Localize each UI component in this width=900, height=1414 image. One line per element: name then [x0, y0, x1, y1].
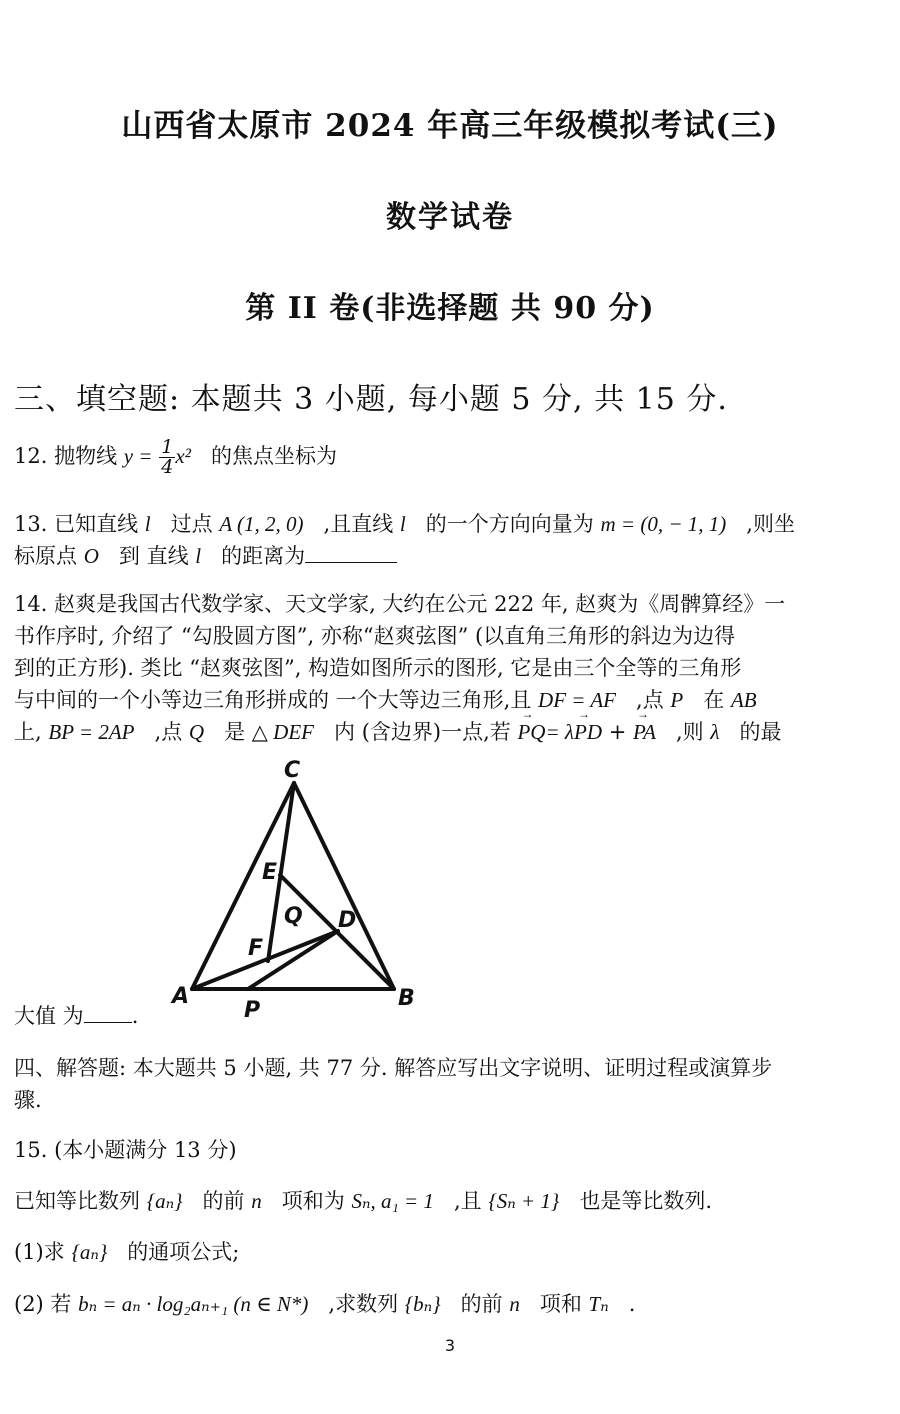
q14-line-3: 到的正方形). 类比 “赵爽弦图”, 构造如图所示的图形, 它是由三个全等的三角形 [14, 656, 742, 680]
q13-text-h: 的距离为 [221, 544, 306, 568]
q13-l-1: l [144, 512, 151, 536]
figure-label-q: Q [284, 904, 303, 929]
q14-text-4b: ,点 [636, 688, 664, 712]
q13-text-f: 标原点 [14, 544, 77, 568]
q14-figure [160, 755, 430, 1025]
q15-text-c: 项和为 [281, 1189, 345, 1213]
q12-post: 的焦点坐标为 [210, 444, 337, 468]
q14-vector-pd: → PD [574, 720, 602, 745]
q12-lhs: y = [123, 444, 153, 468]
figure-label-p: P [244, 998, 261, 1023]
q13-l-3: l [195, 544, 202, 568]
q15-text-a: 已知等比数列 [14, 1189, 140, 1213]
q15-p1-an: {aₙ} [71, 1240, 108, 1264]
q14-line-6 [14, 1000, 138, 1030]
q15-p1-text-a: (1)求 [14, 1240, 65, 1264]
figure-line-cb [294, 783, 394, 989]
q13-text-b: 过点 [170, 512, 213, 536]
figure-label-b: B [398, 986, 415, 1011]
q14-point-p: P [670, 688, 684, 712]
q15-heading: 15. (本小题满分 13 分) [14, 1138, 237, 1162]
section-4-line-2: 骤. [14, 1088, 42, 1112]
q14-eq-lambda: = λ [545, 720, 575, 744]
q15-p2-text-a: (2) 若 [14, 1292, 72, 1316]
q12-frac-den: 4 [161, 456, 174, 478]
q15-sn-plus-1: {Sₙ + 1} [488, 1189, 560, 1213]
q13-answer-blank[interactable] [305, 544, 397, 563]
q15-seq-an: {aₙ} [146, 1189, 183, 1213]
q15-p2-text-b: ,求数列 [328, 1292, 399, 1316]
q13-text-a: 13. 已知直线 [14, 512, 139, 536]
section-4-line-1: 四、解答题: 本大题共 5 小题, 共 77 分. 解答应写出文字说明、证明过程或演算步 [14, 1056, 773, 1080]
q14-text-4c: 在 [703, 688, 725, 712]
q12-fraction [159, 438, 175, 477]
q14-answer-blank[interactable] [84, 1004, 132, 1023]
q14-segment-ab: AB [730, 688, 757, 712]
q14-text-5a: 上, [14, 720, 42, 744]
q15-p2-n: n [509, 1292, 520, 1316]
figure-label-c: C [284, 758, 301, 783]
q13-point-a: A (1, 2, 0) [219, 512, 304, 536]
q15-p2-bn-formula: bₙ = aₙ · log₂aₙ₊₁ (n ∈ N*) [78, 1292, 309, 1316]
q14-text-5d: 内 (含边界)一点,若 [334, 720, 511, 744]
q14-text-5b: ,点 [154, 720, 183, 744]
figure-label-d: D [338, 908, 357, 933]
q15-part-1 [14, 1236, 239, 1266]
q14-cond-df-af: DF = AF [538, 688, 616, 712]
exam-title: 山西省太原市 2024 年高三年级模拟考试(三) [121, 108, 779, 144]
figure-label-a: A [172, 984, 190, 1009]
q13-vector-m: m = (0, − 1, 1) [600, 512, 727, 536]
q13-origin: O [83, 544, 99, 568]
q15-n: n [251, 1189, 262, 1213]
q14-line-1: 14. 赵爽是我国古代数学家、天文学家, 大约在公元 222 年, 赵爽为《周髀算经》一 [14, 592, 786, 616]
q12-frac-num: 1 [161, 436, 174, 458]
q12-number: 12. [14, 444, 48, 468]
q14-lambda: λ [710, 720, 720, 744]
q14-text-5f: 的最 [739, 720, 782, 744]
section-3-heading: 三、填空题: 本题共 3 小题, 每小题 5 分, 共 15 分. [14, 382, 728, 417]
q14-text-4a: 与中间的一个小等边三角形拼成的 一个大等边三角形,且 [14, 688, 532, 712]
question-12 [14, 438, 337, 477]
q14-plus: + [608, 720, 627, 744]
q13-text-d: 的一个方向向量为 [425, 512, 594, 536]
q14-line-5 [14, 716, 782, 746]
q14-text-6-end: . [131, 1004, 139, 1028]
q15-stem [14, 1185, 712, 1215]
q13-text-e: ,则坐 [746, 512, 795, 536]
question-13-line-2 [14, 540, 397, 570]
q15-p2-bseq: {bₙ} [404, 1292, 441, 1316]
q15-text-e: 也是等比数列. [579, 1189, 713, 1213]
q14-text-5c: 是 [224, 720, 246, 744]
q14-line-2: 书作序时, 介绍了 “勾股圆方图”, 亦称“赵爽弦图” (以直角三角形的斜边为边得 [14, 624, 736, 648]
q14-cond-bp-2ap: BP = 2AP [48, 720, 135, 744]
figure-label-e: E [262, 860, 278, 885]
exam-subtitle: 数学试卷 [386, 200, 514, 235]
q14-vector-pa: → PA [633, 720, 656, 745]
q14-point-q: Q [188, 720, 205, 744]
question-13-line-1 [14, 508, 795, 538]
q15-part-2 [14, 1288, 635, 1318]
q14-vector-pq: → PQ [517, 720, 545, 745]
q15-p2-text-d: 项和 [539, 1292, 582, 1316]
q15-text-d: ,且 [453, 1189, 482, 1213]
q14-text-5e: ,则 [675, 720, 704, 744]
q14-text-6: 大值 为 [14, 1004, 84, 1028]
q15-p2-text-c: 的前 [460, 1292, 503, 1316]
q15-p2-text-e: . [628, 1292, 636, 1316]
figure-label-f: F [248, 936, 264, 961]
q15-p1-text-b: 的通项公式; [127, 1240, 240, 1264]
q15-sn-a1: Sₙ, a₁ = 1 [351, 1189, 434, 1213]
q13-l-2: l [399, 512, 406, 536]
q14-triangle-def: △ DEF [251, 720, 315, 744]
q15-text-b: 的前 [202, 1189, 245, 1213]
q13-text-c: ,且直线 [323, 512, 394, 536]
q12-x2: x² [175, 444, 191, 468]
volume-heading: 第 II 卷(非选择题 共 90 分) [245, 291, 655, 326]
q12-pre: 抛物线 [54, 444, 118, 468]
q13-text-g: 到 直线 [118, 544, 189, 568]
page-number: 3 [444, 1336, 456, 1355]
q15-p2-tn: Tₙ [588, 1292, 609, 1316]
